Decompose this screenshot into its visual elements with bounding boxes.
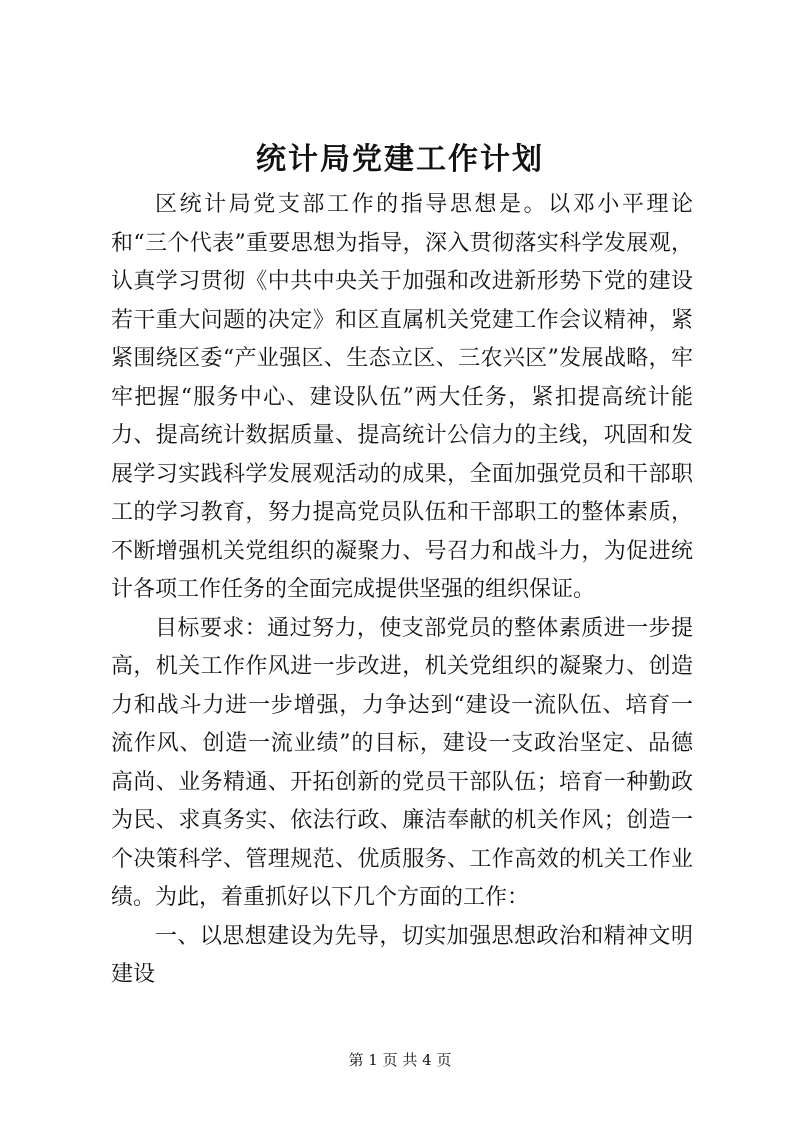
section-heading-1: 一、以思想建设为先导，切实加强思想政治和精神文明建设 [111,923,693,987]
paragraph-guiding-ideology: 区统计局党支部工作的指导思想是。以邓小平理论和“三个代表”重要思想为指导，深入贯彻落实科学发展观，认真学习贯彻《中共中央关于加强和改进新形势下党的建设若干重大问题的决定》和区直属机关党建工作会议精神，紧紧围绕区委“产业强区、生态立区、三农兴区”发展战略，牢牢把握“服务中心、建设队伍”两大任务，紧扣提高统计能力、提高统计数据质量、提高统计公信力的主线，巩固和发展学习实践科学发展观活动的成果，全面加强党员和干部职工的学习教育，努力提高党员队伍和干部职工的整体素质，不断增强机关党组织的凝聚力、号召力和战斗力，为促进统计各项工作任务的全面完成提供坚强的组织保证。 [111,192,693,602]
document-title: 统计局党建工作计划 [256,142,544,177]
document-body [111,186,693,995]
paragraph-goals: 目标要求：通过努力，使支部党员的整体素质进一步提高，机关工作作风进一步改进，机关党组织的凝聚力、创造力和战斗力进一步增强，力争达到“建设一流队伍、培育一流作风、创造一流业绩”的目标，建设一支政治坚定、品德高尚、业务精通、开拓创新的党员干部队伍；培育一种勤政为民、求真务实、依法行政、廉洁奉献的机关作风；创造一个决策科学、管理规范、优质服务、工作高效的机关工作业绩。为此，着重抓好以下几个方面的工作： [111,615,693,910]
page-number-footer: 第 1 页 共 4 页 [348,1051,452,1069]
